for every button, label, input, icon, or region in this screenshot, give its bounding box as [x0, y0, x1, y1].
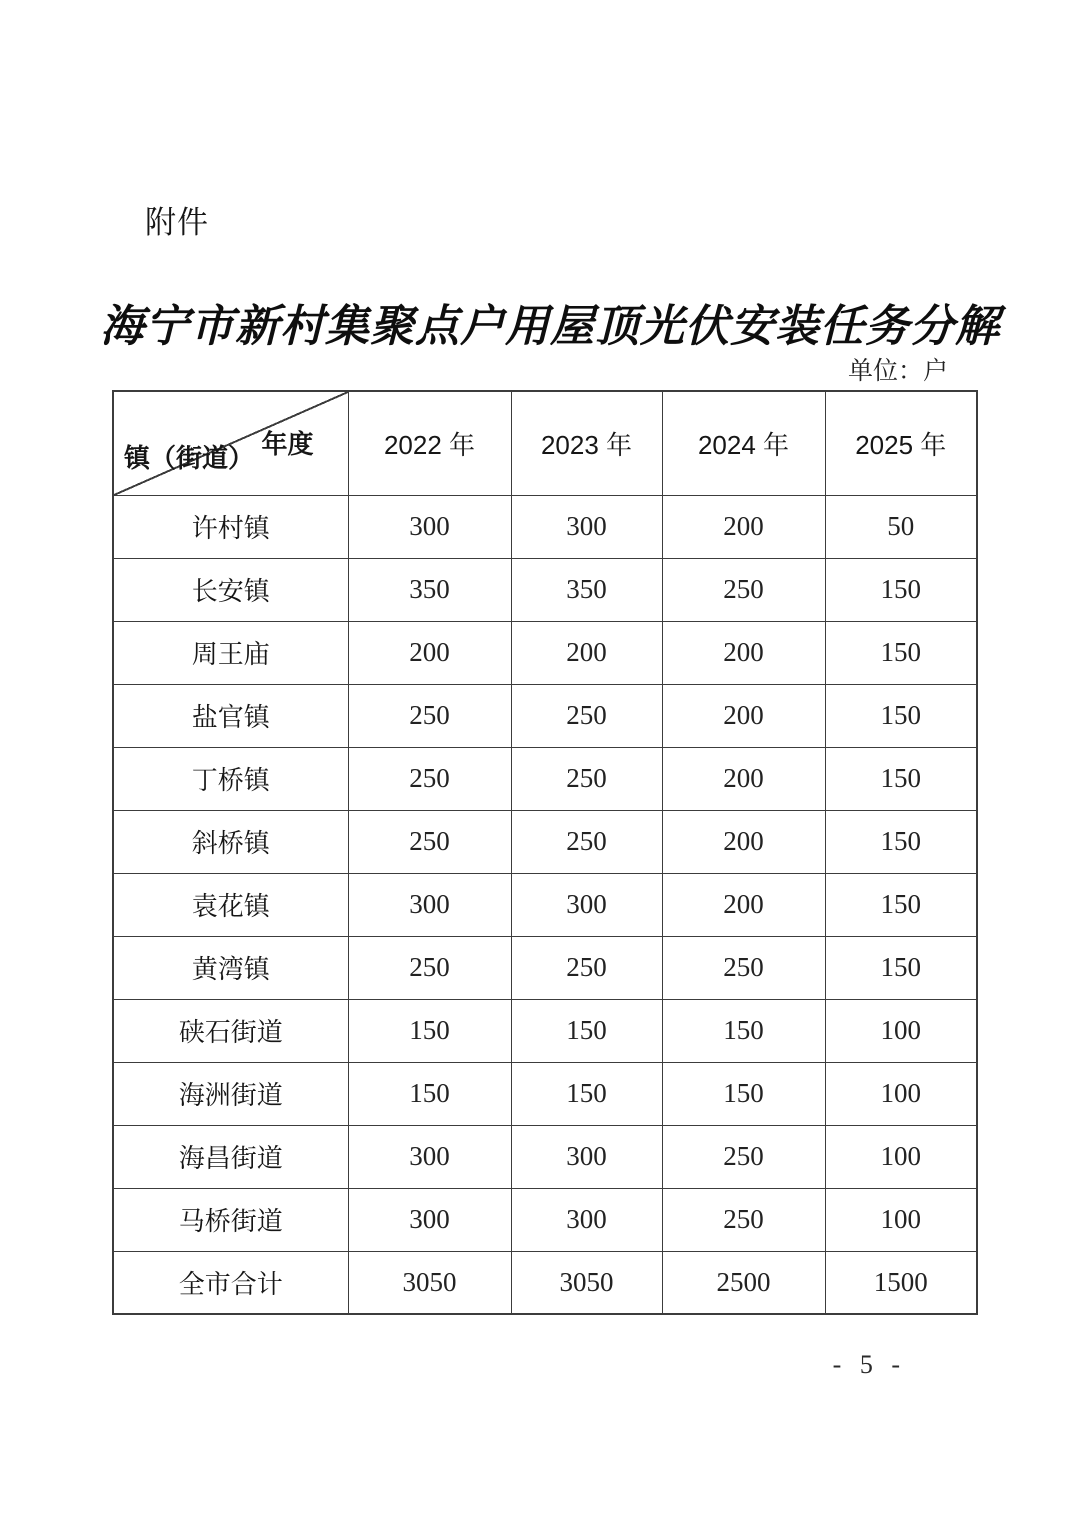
- table-row: [113, 1251, 977, 1314]
- value-cell: 250: [511, 684, 662, 747]
- value-cell: 250: [662, 558, 825, 621]
- value-cell: 200: [662, 621, 825, 684]
- table-row: [113, 936, 977, 999]
- value-cell: 150: [511, 999, 662, 1062]
- region-name-cell: 盐官镇: [113, 684, 348, 747]
- value-cell: 1500: [825, 1251, 977, 1314]
- value-cell: 3050: [511, 1251, 662, 1314]
- region-name-cell: 周王庙: [113, 621, 348, 684]
- task-table: [112, 390, 978, 1315]
- table-row: [113, 999, 977, 1062]
- value-cell: 250: [348, 936, 511, 999]
- year-header: 2025 年: [825, 391, 977, 495]
- value-cell: 150: [825, 621, 977, 684]
- unit-label: 单位：户: [847, 358, 948, 385]
- value-cell: 300: [511, 1125, 662, 1188]
- value-cell: 250: [511, 810, 662, 873]
- region-name-cell: 许村镇: [113, 495, 348, 558]
- region-name-cell: 长安镇: [113, 558, 348, 621]
- value-cell: 350: [511, 558, 662, 621]
- value-cell: 250: [662, 1188, 825, 1251]
- value-cell: 100: [825, 999, 977, 1062]
- value-cell: 300: [511, 873, 662, 936]
- value-cell: 250: [662, 1125, 825, 1188]
- value-cell: 200: [662, 873, 825, 936]
- table-row: [113, 495, 977, 558]
- year-header: 2022 年: [348, 391, 511, 495]
- value-cell: 200: [662, 684, 825, 747]
- table-header-row: [113, 391, 977, 495]
- region-name-cell: 海洲街道: [113, 1062, 348, 1125]
- value-cell: 300: [348, 1188, 511, 1251]
- value-cell: 200: [662, 810, 825, 873]
- table-row: [113, 621, 977, 684]
- table-row: [113, 873, 977, 936]
- value-cell: 200: [511, 621, 662, 684]
- region-name-cell: 马桥街道: [113, 1188, 348, 1251]
- value-cell: 50: [825, 495, 977, 558]
- year-header: 2024 年: [662, 391, 825, 495]
- value-cell: 3050: [348, 1251, 511, 1314]
- value-cell: 350: [348, 558, 511, 621]
- region-name-cell: 黄湾镇: [113, 936, 348, 999]
- value-cell: 300: [348, 1125, 511, 1188]
- value-cell: 150: [348, 1062, 511, 1125]
- value-cell: 250: [348, 747, 511, 810]
- value-cell: 150: [825, 810, 977, 873]
- value-cell: 100: [825, 1188, 977, 1251]
- year-header: 2023 年: [511, 391, 662, 495]
- table-row: [113, 558, 977, 621]
- value-cell: 250: [348, 684, 511, 747]
- value-cell: 150: [825, 558, 977, 621]
- region-name-cell: 袁花镇: [113, 873, 348, 936]
- value-cell: 150: [348, 999, 511, 1062]
- table-row: [113, 1188, 977, 1251]
- value-cell: 250: [511, 936, 662, 999]
- value-cell: 250: [662, 936, 825, 999]
- value-cell: 150: [662, 1062, 825, 1125]
- value-cell: 300: [348, 873, 511, 936]
- value-cell: 300: [348, 495, 511, 558]
- value-cell: 150: [662, 999, 825, 1062]
- value-cell: 150: [511, 1062, 662, 1125]
- document-title: 海宁市新村集聚点户用屋顶光伏安装任务分解: [100, 302, 1000, 351]
- region-name-cell: 丁桥镇: [113, 747, 348, 810]
- value-cell: 100: [825, 1062, 977, 1125]
- value-cell: 200: [662, 747, 825, 810]
- region-name-cell: 全市合计: [113, 1251, 348, 1314]
- attachment-label: 附件: [145, 205, 209, 240]
- value-cell: 250: [511, 747, 662, 810]
- diagonal-corner-cell: [113, 391, 348, 495]
- table-body: [113, 495, 977, 1314]
- value-cell: 200: [662, 495, 825, 558]
- value-cell: 150: [825, 747, 977, 810]
- corner-label-town: 镇（街道）: [124, 442, 255, 473]
- value-cell: 250: [348, 810, 511, 873]
- value-cell: 150: [825, 936, 977, 999]
- table-row: [113, 1062, 977, 1125]
- value-cell: 200: [348, 621, 511, 684]
- table-row: [113, 747, 977, 810]
- value-cell: 300: [511, 495, 662, 558]
- table-row: [113, 1125, 977, 1188]
- task-table-container: [112, 390, 976, 1315]
- value-cell: 150: [825, 684, 977, 747]
- table-row: [113, 684, 977, 747]
- value-cell: 300: [511, 1188, 662, 1251]
- value-cell: 2500: [662, 1251, 825, 1314]
- region-name-cell: 斜桥镇: [113, 810, 348, 873]
- corner-label-year: 年度: [261, 429, 314, 459]
- table-row: [113, 810, 977, 873]
- region-name-cell: 海昌街道: [113, 1125, 348, 1188]
- region-name-cell: 硖石街道: [113, 999, 348, 1062]
- value-cell: 150: [825, 873, 977, 936]
- page-number: - 5 -: [832, 1350, 906, 1379]
- value-cell: 100: [825, 1125, 977, 1188]
